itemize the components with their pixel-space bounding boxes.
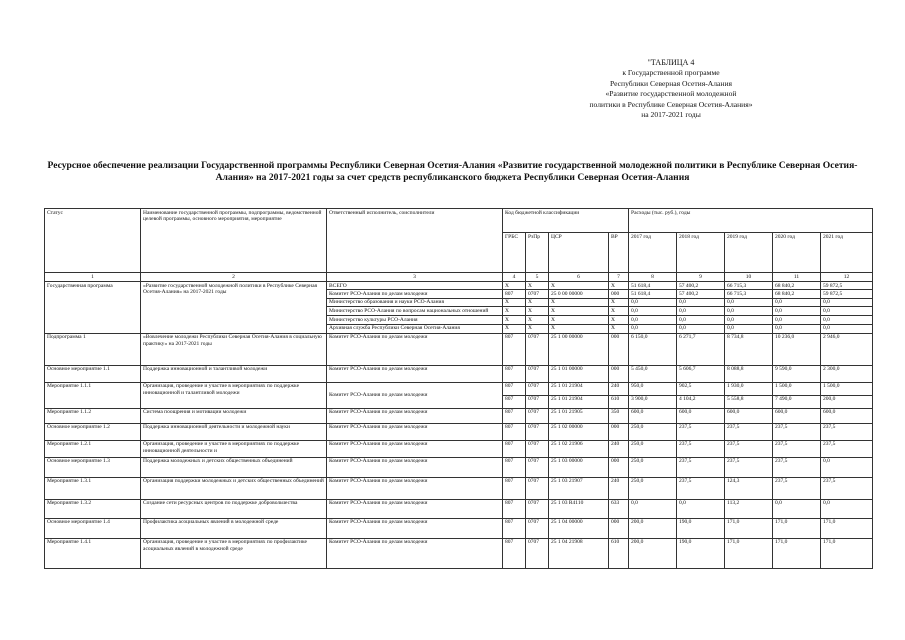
table-row	[45, 408, 873, 423]
table-row	[45, 282, 873, 290]
vr-cell: X	[609, 307, 629, 316]
header-csr: ЦСР	[549, 233, 609, 273]
header-rzpr: РзПр	[526, 233, 549, 273]
value-2019: 600,0	[725, 408, 773, 423]
rzpr-cell: 0707	[526, 477, 549, 499]
name-cell: «Развитие государственной молодежной политики в Республике Северная Осетия-Алания» на 2017-2021 годы	[141, 282, 327, 334]
name-cell: Организация, проведение и участие в мероприятиях по профилактике асоциальных явлений в молодежной среде	[141, 538, 327, 568]
name-cell: «Вовлечение молодежи Республики Северная Осетия-Алания в социальную практику» на 2017-2021 годы	[141, 333, 327, 365]
vr-cell: 000	[609, 423, 629, 440]
value-2018: 237,5	[677, 457, 725, 477]
value-2019: 171,0	[725, 538, 773, 568]
table-row	[45, 382, 873, 395]
value-2020: 237,5	[773, 477, 821, 499]
value-2018: 0,0	[677, 499, 725, 518]
value-2017: 250,0	[629, 423, 677, 440]
value-2017: 600,0	[629, 408, 677, 423]
executor-cell: Министерство РСО-Алания по вопросам национальных отношений	[327, 307, 503, 316]
value-2021: 237,5	[821, 477, 873, 499]
name-cell: Система поощрения и мотивации молодежи	[141, 408, 327, 423]
rzpr-cell: 0707	[526, 382, 549, 395]
value-2019: 113,2	[725, 499, 773, 518]
csr-cell: 25 1 01 21905	[549, 408, 609, 423]
csr-cell: 25 1 01 00000	[549, 365, 609, 382]
executor-cell: Комитет РСО-Алания по делам молодежи	[327, 333, 503, 365]
vr-cell: X	[609, 324, 629, 333]
value-2020: 0,0	[773, 298, 821, 306]
value-2018: 5 606,7	[677, 365, 725, 382]
value-2019: 8 088,8	[725, 365, 773, 382]
grbs-cell: 807	[503, 538, 526, 568]
value-2020: 600,0	[773, 408, 821, 423]
grbs-cell: X	[503, 324, 526, 333]
value-2017: 6 150,0	[629, 333, 677, 365]
executor-cell: Комитет РСО-Алания по делам молодежи	[327, 408, 503, 423]
value-2017: 250,0	[629, 477, 677, 499]
value-2017: 0,0	[629, 307, 677, 316]
column-number: 6	[549, 273, 609, 282]
value-2019: 237,5	[725, 457, 773, 477]
grbs-cell: X	[503, 307, 526, 316]
status-cell: Мероприятие 1.4.1	[45, 538, 141, 568]
value-2020: 7 490,0	[773, 395, 821, 408]
value-2019: 66 715,3	[725, 282, 773, 290]
name-cell: Создание сети ресурсных центров по поддержке добровольчества	[141, 499, 327, 518]
column-number: 8	[629, 273, 677, 282]
header-status: Статус	[45, 209, 141, 273]
rzpr-cell: 0707	[526, 333, 549, 365]
caption-line: Республики Северная Осетия-Алания	[609, 78, 733, 88]
vr-cell: X	[609, 316, 629, 324]
csr-cell: 25 1 03 00000	[549, 457, 609, 477]
value-2017: 51 618,4	[629, 282, 677, 290]
table-row	[45, 477, 873, 499]
csr-cell: 25 1 04 00000	[549, 518, 609, 538]
vr-cell: 000	[609, 457, 629, 477]
value-2018: 190,0	[677, 538, 725, 568]
rzpr-cell: 0707	[526, 423, 549, 440]
column-number: 3	[327, 273, 503, 282]
table-row	[45, 518, 873, 538]
executor-cell: Комитет РСО-Алания по делам молодежи	[327, 538, 503, 568]
value-2018: 237,5	[677, 477, 725, 499]
value-2018: 0,0	[677, 316, 725, 324]
column-number: 9	[677, 273, 725, 282]
status-cell: Основное мероприятие 1.1	[45, 365, 141, 382]
value-2017: 0,0	[629, 324, 677, 333]
value-2019: 124,3	[725, 477, 773, 499]
value-2018: 0,0	[677, 307, 725, 316]
value-2021: 0,0	[821, 298, 873, 306]
value-2021: 2 946,0	[821, 333, 873, 365]
value-2021: 2 300,0	[821, 365, 873, 382]
rzpr-cell: 0707	[526, 457, 549, 477]
value-2020: 68 840,2	[773, 282, 821, 290]
value-2019: 0,0	[725, 298, 773, 306]
csr-cell: 25 1 01 21904	[549, 395, 609, 408]
value-2020: 1 500,0	[773, 382, 821, 395]
csr-cell: 25 0 00 00000	[549, 290, 609, 298]
value-2021: 0,0	[821, 499, 873, 518]
header-2017: 2017 год	[629, 233, 677, 273]
header-vr: ВР	[609, 233, 629, 273]
column-number: 7	[609, 273, 629, 282]
grbs-cell: 807	[503, 382, 526, 395]
value-2021: 0,0	[821, 324, 873, 333]
executor-cell: Комитет РСО-Алания по делам молодежи	[327, 499, 503, 518]
grbs-cell: 807	[503, 290, 526, 298]
csr-cell: X	[549, 324, 609, 333]
status-cell: Мероприятие 1.3.1	[45, 477, 141, 499]
value-2020: 0,0	[773, 316, 821, 324]
vr-cell: 240	[609, 382, 629, 395]
vr-cell: X	[609, 282, 629, 290]
value-2018: 6 271,7	[677, 333, 725, 365]
value-2019: 237,5	[725, 440, 773, 457]
rzpr-cell: 0707	[526, 395, 549, 408]
value-2017: 250,0	[629, 440, 677, 457]
value-2017: 51 618,4	[629, 290, 677, 298]
grbs-cell: 807	[503, 440, 526, 457]
value-2021: 0,0	[821, 307, 873, 316]
column-number: 11	[773, 273, 821, 282]
rzpr-cell: X	[526, 316, 549, 324]
status-cell: Мероприятие 1.2.1	[45, 440, 141, 457]
executor-cell: Комитет РСО-Алания по делам молодежи	[327, 365, 503, 382]
rzpr-cell: 0707	[526, 408, 549, 423]
table-row	[45, 457, 873, 477]
rzpr-cell: 0707	[526, 290, 549, 298]
value-2020: 0,0	[773, 307, 821, 316]
grbs-cell: 807	[503, 518, 526, 538]
table-row	[45, 423, 873, 440]
column-number: 1	[45, 273, 141, 282]
header-2018: 2018 год	[677, 233, 725, 273]
value-2021: 171,0	[821, 538, 873, 568]
value-2017: 200,0	[629, 518, 677, 538]
vr-cell: 000	[609, 518, 629, 538]
value-2018: 600,0	[677, 408, 725, 423]
name-cell: Поддержка инновационной и талантливой молодежи	[141, 365, 327, 382]
caption-line: «Развитие государственной молодежной	[605, 89, 737, 99]
value-2019: 0,0	[725, 307, 773, 316]
value-2018: 57 400,2	[677, 290, 725, 298]
name-cell: Организация, проведение и участие в мероприятиях по поддержке инновационной и талантливой молодежи	[141, 382, 327, 408]
caption-line: на 2017-2021 годы	[641, 110, 701, 120]
value-2019: 66 715,3	[725, 290, 773, 298]
csr-cell: 25 1 02 00000	[549, 423, 609, 440]
vr-cell: 610	[609, 395, 629, 408]
value-2017: 0,0	[629, 499, 677, 518]
vr-cell: X	[609, 298, 629, 306]
executor-cell: Архивная служба Республики Северная Осетия-Алания	[327, 324, 503, 333]
csr-cell: 25 1 03 21907	[549, 477, 609, 499]
value-2020: 237,5	[773, 440, 821, 457]
header-2019: 2019 год	[725, 233, 773, 273]
value-2020: 171,0	[773, 538, 821, 568]
value-2018: 237,5	[677, 423, 725, 440]
vr-cell: 350	[609, 408, 629, 423]
value-2021: 59 872,5	[821, 282, 873, 290]
grbs-cell: 807	[503, 477, 526, 499]
status-cell: Основное мероприятие 1.4	[45, 518, 141, 538]
grbs-cell: 807	[503, 499, 526, 518]
status-cell: Мероприятие 1.1.2	[45, 408, 141, 423]
executor-cell: Комитет РСО-Алания по делам молодежи	[327, 457, 503, 477]
header-grbs: ГРБС	[503, 233, 526, 273]
csr-cell: X	[549, 316, 609, 324]
grbs-cell: 807	[503, 395, 526, 408]
csr-cell: 25 1 01 21904	[549, 382, 609, 395]
column-number: 2	[141, 273, 327, 282]
rzpr-cell: 0707	[526, 499, 549, 518]
rzpr-cell: X	[526, 282, 549, 290]
vr-cell: 000	[609, 290, 629, 298]
executor-cell: Комитет РСО-Алания по делам молодежи	[327, 290, 503, 298]
value-2020: 0,0	[773, 499, 821, 518]
value-2017: 0,0	[629, 298, 677, 306]
header-executor: Ответственный исполнитель, соисполнители	[327, 209, 503, 273]
name-cell: Поддержка молодежных и детских общественных объединений	[141, 457, 327, 477]
status-cell: Государственная программа	[45, 282, 141, 334]
document-title: Ресурсное обеспечение реализации Государственной программы Республики Северная Осетия-Алания «Развитие государственной молодежной политики в Республике Северная Осетия-Алания» на 2017-2021 годы за счет средств республиканского бюджета Республики Северная Осетия-Алания	[47, 160, 858, 183]
rzpr-cell: 0707	[526, 365, 549, 382]
value-2021: 600,0	[821, 408, 873, 423]
value-2019: 237,5	[725, 423, 773, 440]
header-expenses: Расходы (тыс. руб.), годы	[629, 209, 873, 233]
rzpr-cell: 0707	[526, 518, 549, 538]
vr-cell: 610	[609, 538, 629, 568]
executor-cell: Комитет РСО-Алания по делам молодежи	[327, 518, 503, 538]
column-number-row	[45, 273, 873, 282]
value-2018: 4 104,2	[677, 395, 725, 408]
csr-cell: X	[549, 298, 609, 306]
grbs-cell: 807	[503, 365, 526, 382]
value-2020: 237,5	[773, 457, 821, 477]
value-2019: 171,0	[725, 518, 773, 538]
executor-cell: Министерство образования и науки РСО-Алания	[327, 298, 503, 306]
value-2017: 250,0	[629, 457, 677, 477]
value-2021: 237,5	[821, 423, 873, 440]
grbs-cell: X	[503, 298, 526, 306]
value-2017: 3 900,0	[629, 395, 677, 408]
column-number: 5	[526, 273, 549, 282]
table-row	[45, 538, 873, 568]
name-cell: Профилактика асоциальных явлений в молодежной среде	[141, 518, 327, 538]
header-name: Наименование государственной программы, подпрограммы, ведомственной целевой программы, основного мероприятия, мероприятие	[141, 209, 327, 273]
value-2017: 0,0	[629, 316, 677, 324]
value-2019: 8 734,8	[725, 333, 773, 365]
vr-cell: 240	[609, 477, 629, 499]
value-2020: 68 840,2	[773, 290, 821, 298]
name-cell: Организация, проведение и участие в мероприятиях по поддержке инновационной деятельности и	[141, 440, 327, 457]
grbs-cell: 807	[503, 333, 526, 365]
table-row	[45, 440, 873, 457]
header-budget-code: Код бюджетной классификации	[503, 209, 629, 233]
value-2018: 902,5	[677, 382, 725, 395]
executor-cell: ВСЕГО	[327, 282, 503, 290]
csr-cell: 25 1 03 R4110	[549, 499, 609, 518]
rzpr-cell: X	[526, 324, 549, 333]
executor-cell: Комитет РСО-Алания по делам молодежи	[327, 423, 503, 440]
rzpr-cell: X	[526, 298, 549, 306]
vr-cell: 240	[609, 440, 629, 457]
value-2021: 200,0	[821, 395, 873, 408]
header-2021: 2021 год	[821, 233, 873, 273]
caption-line: политики в Республике Северная Осетия-Алания»	[589, 99, 753, 109]
csr-cell: X	[549, 282, 609, 290]
vr-cell: 000	[609, 365, 629, 382]
column-number: 12	[821, 273, 873, 282]
executor-cell: Комитет РСО-Алания по делам молодежи	[327, 382, 503, 408]
grbs-cell: 807	[503, 408, 526, 423]
column-number: 4	[503, 273, 526, 282]
grbs-cell: X	[503, 282, 526, 290]
status-cell: Подпрограмма 1	[45, 333, 141, 365]
value-2017: 200,0	[629, 538, 677, 568]
value-2019: 0,0	[725, 324, 773, 333]
value-2021: 0,0	[821, 457, 873, 477]
value-2017: 950,0	[629, 382, 677, 395]
caption-line: к Государственной программе	[622, 68, 720, 78]
executor-cell: Комитет РСО-Алания по делам молодежи	[327, 440, 503, 457]
resource-table	[44, 208, 873, 569]
grbs-cell: 807	[503, 457, 526, 477]
value-2020: 237,5	[773, 423, 821, 440]
value-2018: 57 400,2	[677, 282, 725, 290]
value-2020: 9 590,0	[773, 365, 821, 382]
grbs-cell: X	[503, 316, 526, 324]
status-cell: Основное мероприятие 1.2	[45, 423, 141, 440]
value-2021: 171,0	[821, 518, 873, 538]
table-row	[45, 333, 873, 365]
csr-cell: 25 1 02 21906	[549, 440, 609, 457]
table-caption	[556, 58, 786, 120]
value-2020: 171,0	[773, 518, 821, 538]
value-2021: 59 872,5	[821, 290, 873, 298]
csr-cell: 25 1 00 00000	[549, 333, 609, 365]
caption-title: "ТАБЛИЦА 4	[647, 58, 695, 67]
value-2018: 0,0	[677, 324, 725, 333]
vr-cell: 000	[609, 333, 629, 365]
status-cell: Основное мероприятие 1.3	[45, 457, 141, 477]
header-2020: 2020 год	[773, 233, 821, 273]
column-number: 10	[725, 273, 773, 282]
name-cell: Организация поддержки молодежных и детских общественных объединений	[141, 477, 327, 499]
executor-cell: Министерство культуры РСО-Алания	[327, 316, 503, 324]
value-2019: 0,0	[725, 316, 773, 324]
value-2021: 237,5	[821, 440, 873, 457]
grbs-cell: 807	[503, 423, 526, 440]
value-2017: 5 450,0	[629, 365, 677, 382]
value-2021: 0,0	[821, 316, 873, 324]
table-row	[45, 499, 873, 518]
executor-cell: Комитет РСО-Алания по делам молодежи	[327, 477, 503, 499]
value-2019: 1 930,0	[725, 382, 773, 395]
csr-cell: 25 1 04 21908	[549, 538, 609, 568]
value-2018: 190,0	[677, 518, 725, 538]
rzpr-cell: 0707	[526, 440, 549, 457]
name-cell: Поддержка инновационной деятельности и молодежной науки	[141, 423, 327, 440]
table-row	[45, 365, 873, 382]
status-cell: Мероприятие 1.3.2	[45, 499, 141, 518]
value-2019: 5 558,8	[725, 395, 773, 408]
value-2020: 10 236,0	[773, 333, 821, 365]
rzpr-cell: 0707	[526, 538, 549, 568]
value-2018: 0,0	[677, 298, 725, 306]
value-2020: 0,0	[773, 324, 821, 333]
vr-cell: 633	[609, 499, 629, 518]
rzpr-cell: X	[526, 307, 549, 316]
csr-cell: X	[549, 307, 609, 316]
value-2018: 237,5	[677, 440, 725, 457]
status-cell: Мероприятие 1.1.1	[45, 382, 141, 408]
value-2021: 1 500,0	[821, 382, 873, 395]
